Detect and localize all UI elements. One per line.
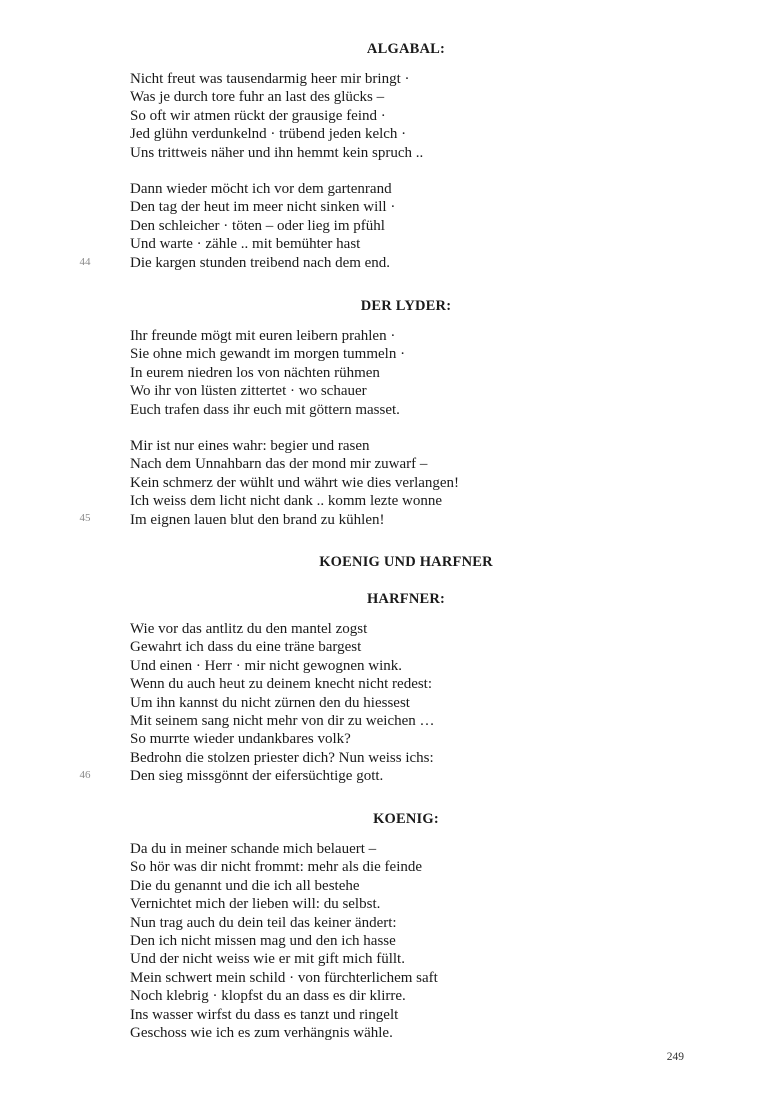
heading-koenig-und-harfner: KOENIG UND HARFNER xyxy=(319,554,493,570)
stanza-harfner xyxy=(130,620,435,786)
verse-line: Und warte · zähle .. mit bemühter hast xyxy=(130,236,361,253)
verse-line: So murrte wieder undankbares volk? xyxy=(130,731,351,748)
verse-line: Im eignen lauen blut den brand zu kühlen! xyxy=(130,511,385,528)
verse-line: Gewahrt ich dass du eine träne bargest xyxy=(130,639,362,656)
verse-line: Dann wieder möcht ich vor dem gartenrand xyxy=(130,181,392,197)
verse-line: Den sieg missgönnt der eifersüchtige gott. xyxy=(130,768,384,785)
verse-line: Ich weiss dem licht nicht dank .. komm lezte wonne xyxy=(130,493,443,510)
verse-line: Und der nicht weiss wie er mit gift mich füllt. xyxy=(130,951,405,968)
verse-line: Da du in meiner schande mich belauert – xyxy=(130,841,377,857)
verse-line: Noch klebrig · klopfst du an dass es dir klirre. xyxy=(130,988,406,1005)
stanza-lyder-1 xyxy=(130,327,405,419)
margin-line-number: 44 xyxy=(79,256,91,268)
verse-line: Den ich nicht missen mag und den ich hasse xyxy=(130,933,396,950)
verse-line: Geschoss wie ich es zum verhängnis wähle. xyxy=(130,1025,393,1042)
verse-line: Wenn du auch heut zu deinem knecht nicht redest: xyxy=(130,676,433,693)
verse-line: Mit seinem sang nicht mehr von dir zu weichen … xyxy=(130,713,435,730)
verse-line: Nicht freut was tausendarmig heer mir bringt · xyxy=(130,71,410,87)
verse-line: Mir ist nur eines wahr: begier und rasen xyxy=(130,438,370,454)
verse-line: Mein schwert mein schild · von fürchterlichem saft xyxy=(130,969,438,986)
margin-line-number: 45 xyxy=(79,512,91,524)
heading-koenig: KOENIG: xyxy=(373,811,439,827)
verse-line: In eurem niedren los von nächten rühmen xyxy=(130,364,380,381)
margin-line-number: 46 xyxy=(79,769,91,781)
verse-line: So oft wir atmen rückt der grausige feind · xyxy=(130,107,386,124)
verse-line: Den schleicher · töten – oder lieg im pfühl xyxy=(130,217,385,234)
verse-line: Und einen · Herr · mir nicht gewognen wink. xyxy=(130,657,403,674)
verse-line: Euch trafen dass ihr euch mit göttern masset. xyxy=(130,401,400,418)
stanza-koenig xyxy=(130,840,438,1042)
verse-line: Nun trag auch du dein teil das keiner ändert: xyxy=(130,914,397,931)
verse-line: Vernichtet mich der lieben will: du selbst. xyxy=(130,896,381,913)
verse-line: Wie vor das antlitz du den mantel zogst xyxy=(130,621,368,637)
verse-line: Die kargen stunden treibend nach dem end. xyxy=(130,254,391,271)
verse-line: Jed glühn verdunkelnd · trübend jeden kelch · xyxy=(130,126,407,143)
verse-line: Bedrohn die stolzen priester dich? Nun weiss ichs: xyxy=(130,749,434,766)
verse-line: Was je durch tore fuhr an last des glücks – xyxy=(130,89,385,106)
verse-line: Sie ohne mich gewandt im morgen tummeln · xyxy=(130,346,406,363)
verse-line: Ins wasser wirfst du dass es tanzt und ringelt xyxy=(130,1006,399,1023)
verse-line: Die du genannt und die ich all bestehe xyxy=(130,877,360,894)
verse-line: Nach dem Unnahbarn das der mond mir zuwarf – xyxy=(130,456,428,473)
verse-line: Kein schmerz der wühlt und währt wie dies verlangen! xyxy=(130,474,460,491)
stanza-algabal-2 xyxy=(130,180,395,272)
verse-line: Den tag der heut im meer nicht sinken will · xyxy=(130,199,396,216)
verse-line: Ihr freunde mögt mit euren leibern prahlen · xyxy=(130,328,396,344)
verse-line: Um ihn kannst du nicht zürnen den du hiessest xyxy=(130,694,410,711)
stanza-lyder-2 xyxy=(130,437,459,529)
page-number: 249 xyxy=(666,1051,684,1063)
heading-harfner: HARFNER: xyxy=(366,591,446,607)
heading-der-lyder: DER LYDER: xyxy=(360,298,452,314)
stanza-algabal-1 xyxy=(130,70,423,162)
verse-line: So hör was dir nicht frommt: mehr als die feinde xyxy=(130,859,423,876)
verse-line: Uns trittweis näher und ihn hemmt kein spruch .. xyxy=(130,144,424,161)
heading-algabal: ALGABAL: xyxy=(366,41,446,57)
verse-line: Wo ihr von lüsten zittertet · wo schauer xyxy=(130,383,367,400)
